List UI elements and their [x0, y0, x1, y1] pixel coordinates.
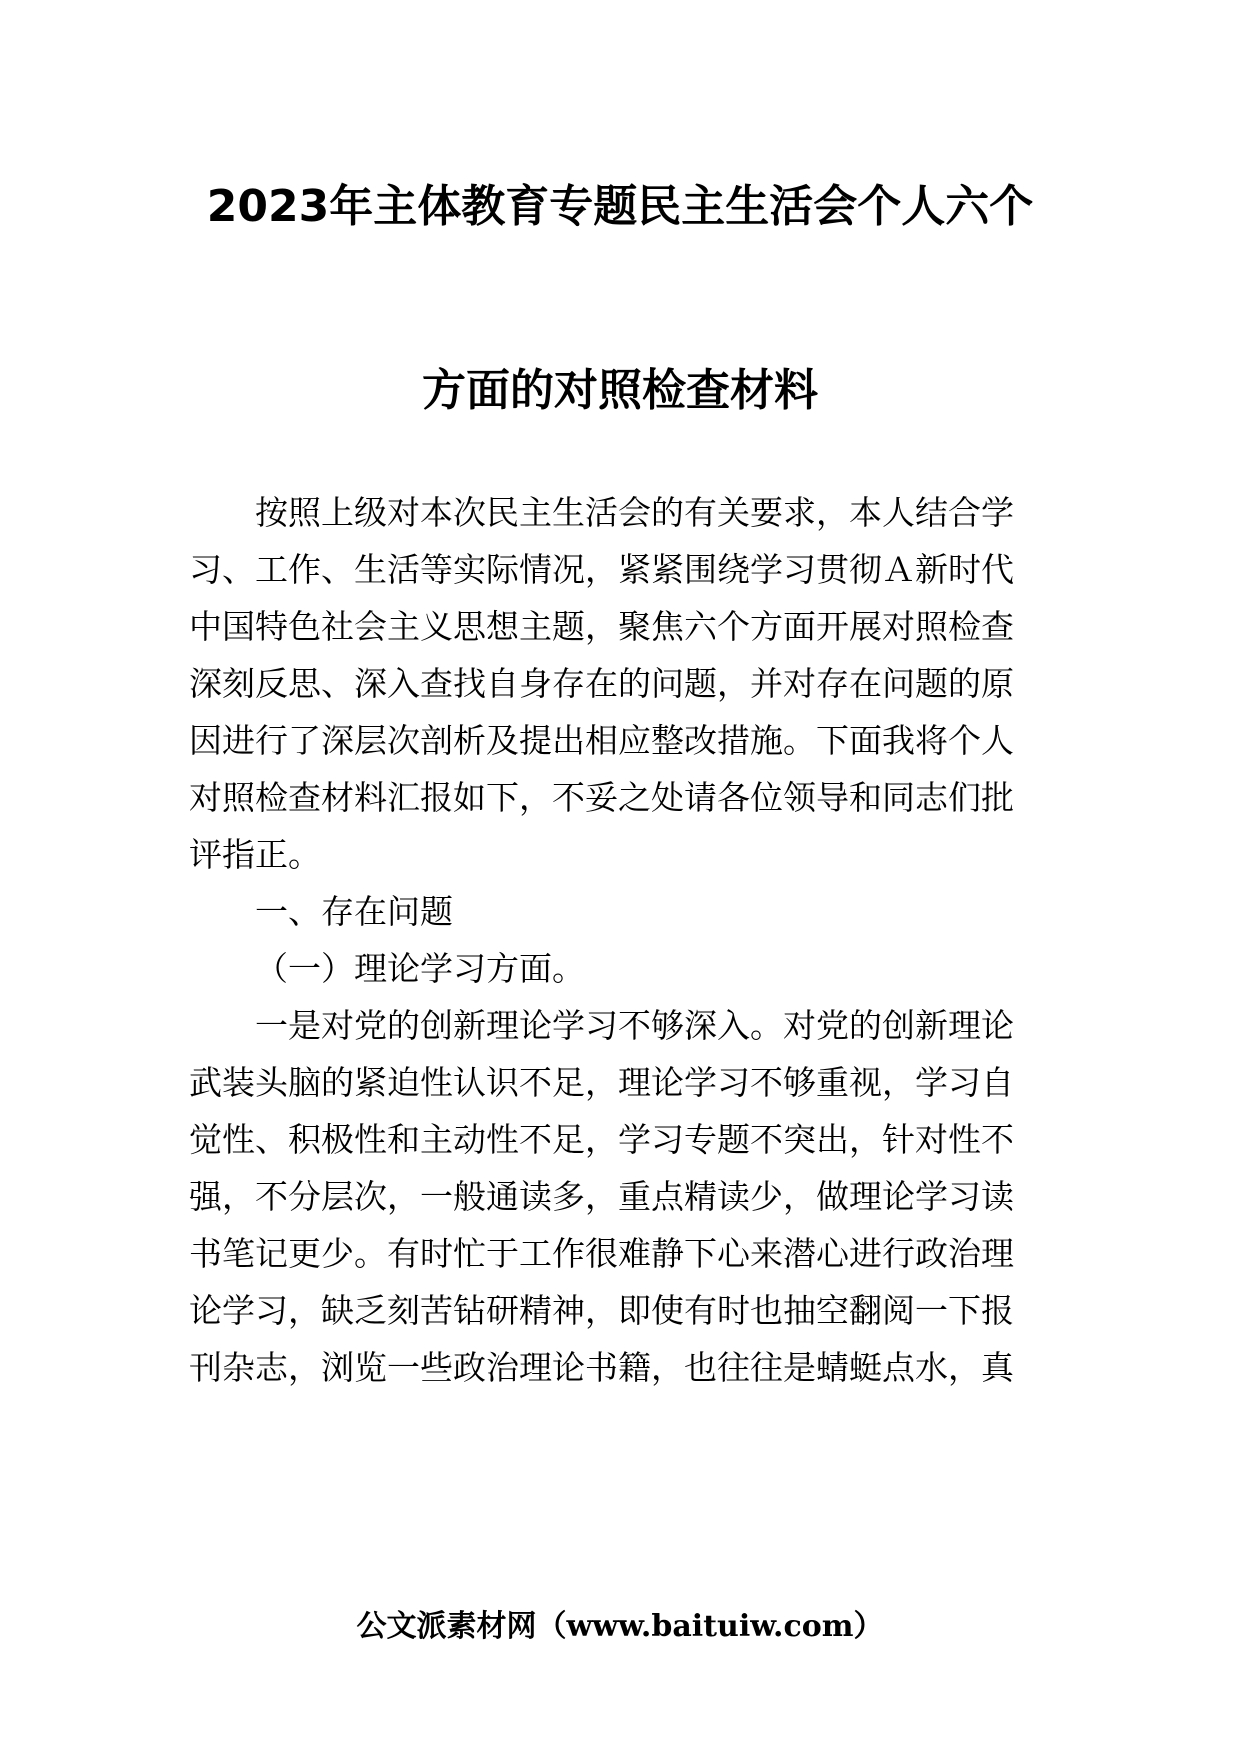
paragraph-line: 一是对党的创新理论学习不够深入。对党的创新理论: [255, 1006, 1014, 1045]
paragraph-intro-line: 中国特色社会主义思想主题，聚焦六个方面开展对照检查: [189, 607, 1014, 646]
paragraph-line: 书笔记更少。有时忙于工作很难静下心来潜心进行政治理: [189, 1234, 1014, 1273]
document-title-line-1: 2023年主体教育专题民主生活会个人六个: [206, 181, 1034, 232]
paragraph-intro-line: 评指正。: [189, 835, 321, 874]
subsection-heading: （一）理论学习方面。: [255, 949, 585, 988]
document-title-line-2: 方面的对照检查材料: [422, 365, 818, 416]
paragraph-intro-line: 按照上级对本次民主生活会的有关要求，本人结合学: [255, 493, 1014, 532]
paragraph-line: 觉性、积极性和主动性不足，学习专题不突出，针对性不: [189, 1120, 1014, 1159]
paragraph-intro-line: 因进行了深层次剖析及提出相应整改措施。下面我将个人: [189, 721, 1014, 760]
paragraph-intro-line: 对照检查材料汇报如下，不妥之处请各位领导和同志们批: [189, 778, 1014, 817]
paragraph-intro-line: 习、工作、生活等实际情况，紧紧围绕学习贯彻Ａ新时代: [189, 550, 1014, 589]
paragraph-intro-line: 深刻反思、深入查找自身存在的问题，并对存在问题的原: [189, 664, 1014, 703]
footer-site-url: （www.baituiw.com）: [536, 1609, 884, 1644]
section-heading: 一、存在问题: [255, 892, 453, 931]
paragraph-line: 强，不分层次，一般通读多，重点精读少，做理论学习读: [189, 1177, 1014, 1216]
paragraph-line: 论学习，缺乏刻苦钻研精神，即使有时也抽空翻阅一下报: [189, 1291, 1014, 1330]
footer-watermark: [0, 1607, 1240, 1647]
paragraph-line: 刊杂志，浏览一些政治理论书籍，也往往是蜻蜓点水，真: [189, 1348, 1014, 1387]
footer-site-name: 公文派素材网: [356, 1609, 537, 1644]
paragraph-line: 武装头脑的紧迫性认识不足，理论学习不够重视，学习自: [189, 1063, 1014, 1102]
